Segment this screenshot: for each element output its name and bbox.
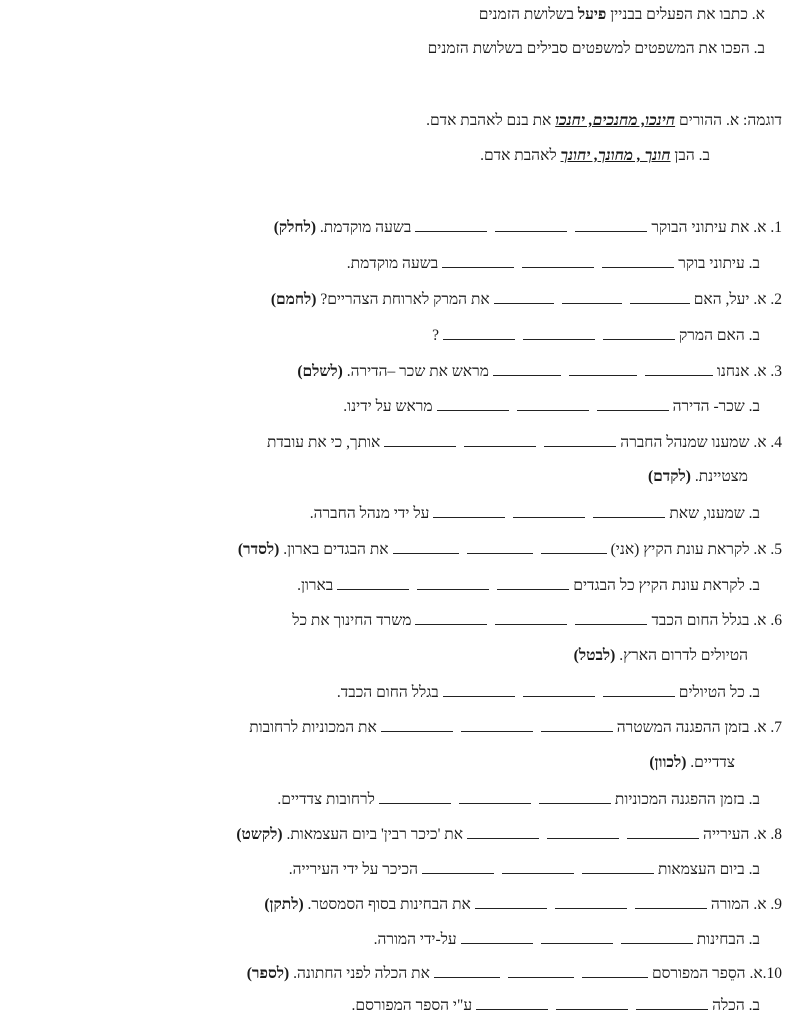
q10b-post: ע"י הספר המפורסם. [351,997,473,1014]
q10a-post: את הכלה לפני החתונה. [293,965,430,982]
question-10-a [247,962,782,985]
question-7-a-cont [649,752,735,774]
question-4-a [267,431,782,454]
answer-blank[interactable] [539,788,611,804]
answer-blank[interactable] [475,893,547,909]
q1b-post: בשעה מוקדמת. [346,255,439,272]
q2b-post: ? [432,327,439,344]
question-7-b [277,788,760,811]
q7b-pre: ב. בזמן ההפגנה המכוניות [614,791,760,808]
q8a-pre: 8. א. העירייה [703,826,782,843]
q9a-root-verb: (לתקן) [264,896,304,913]
q3a-post: מראש את שכר –הדירה. [346,363,489,380]
question-9-a [264,893,782,916]
q2a-root-verb: (לחמם) [270,291,317,308]
q7b-post: לרחובות צדדיים. [277,791,375,808]
example-label: דוגמה: [743,112,782,129]
answer-blank[interactable] [494,288,554,304]
answer-blank[interactable] [544,431,616,447]
answer-blank[interactable] [603,324,675,340]
question-7-a [249,716,782,739]
q9a-post: את הבחינות בסוף הסמסטר. [307,896,471,913]
answer-blank[interactable] [541,928,613,944]
question-6-a-cont [574,645,748,667]
instruction-a-bold: פיעל [577,6,607,23]
answer-blank[interactable] [415,216,487,232]
q7a-root-verb: (לכוון) [649,754,687,771]
q8a-post: את 'כיכר רבין' ביום העצמאות. [286,826,464,843]
q5a-post: את הבגדים בארון. [283,541,389,558]
answer-blank[interactable] [636,994,708,1010]
instruction-a-post: בשלושת הזמנים [478,6,578,23]
example-line-b [480,145,710,167]
answer-blank[interactable] [502,858,574,874]
q6a-post: משרד החינוך את כל [292,612,412,629]
answer-blank[interactable] [541,538,607,554]
q6a-pre: 6. א. בגלל החום הכבד [651,612,782,629]
answer-blank[interactable] [582,962,648,978]
answer-blank[interactable] [635,893,707,909]
question-5-b [297,574,760,597]
answer-blank[interactable] [461,716,533,732]
answer-blank[interactable] [582,858,654,874]
answer-blank[interactable] [422,858,494,874]
answer-blank[interactable] [517,395,589,411]
q9a-pre: 9. א. המורה [710,896,782,913]
example-b-marker: ב. [698,147,710,164]
question-1-b [347,252,760,275]
question-4-b [310,502,760,525]
answer-blank[interactable] [630,288,690,304]
example-a-pre: ההורים [678,112,723,129]
answer-blank[interactable] [523,324,595,340]
q3a-root-verb: (לשלם) [297,363,343,380]
q10a-root-verb: (לספר) [246,965,290,982]
instruction-b-text: ב. הפכו את המשפטים למשפטים סבילים בשלושת הזמנים [427,40,765,57]
example-a-post: את בנם לאהבת אדם. [426,112,552,129]
question-8-b [289,858,760,881]
q4a-pre: 4. א. שמענו שמנהל החברה [620,434,782,451]
answer-blank[interactable] [434,962,500,978]
q6a-root-verb: (לבטל) [573,647,616,664]
q8a-root-verb: (לקשט) [236,826,283,843]
q5b-pre: ב. לקראת עונת הקיץ כל הבגדים [573,577,760,594]
q4b-post: על ידי מנהל החברה. [309,505,430,522]
q7a-post: את המכוניות לרחובות [249,719,377,736]
answer-blank[interactable] [381,716,453,732]
question-3-a [297,360,782,383]
question-8-a [236,823,782,846]
answer-blank[interactable] [461,928,533,944]
question-6-a [292,609,782,632]
question-2-b [432,324,760,347]
q7a-pre: 7. א. בזמן ההפגנה המשטרה [616,719,782,736]
answer-blank[interactable] [495,216,567,232]
q5b-post: בארון. [297,577,334,594]
q1a-post: בשעה מוקדמת. [319,219,412,236]
question-4-a-cont [648,466,748,488]
answer-blank[interactable] [379,788,451,804]
instruction-b [428,38,765,60]
answer-blank[interactable] [467,538,533,554]
q8b-post: הכיכר על ידי העירייה. [288,861,419,878]
q9b-post: על-ידי המורה. [373,931,457,948]
answer-blank[interactable] [541,716,613,732]
q8b-pre: ב. ביום העצמאות [658,861,760,878]
answer-blank[interactable] [603,681,675,697]
q4a-root-verb: (לקדם) [647,468,691,485]
example-b-verbs: חונך , מחונך, יחונך [560,147,671,164]
answer-blank[interactable] [597,395,669,411]
q9b-pre: ב. הבחינות [696,931,760,948]
q3b-pre: ב. שכר- הדירה [672,398,760,415]
answer-blank[interactable] [337,574,409,590]
answer-blank[interactable] [569,360,637,376]
question-5-a [238,538,782,561]
answer-blank[interactable] [627,823,699,839]
answer-blank[interactable] [437,395,509,411]
example-line-a [426,110,782,132]
answer-blank[interactable] [459,788,531,804]
q1a-pre: 1. א. את עיתוני הבוקר [651,219,782,236]
q6b-pre: ב. כל הטיולים [678,684,760,701]
example-b-post: לאהבת אדם. [480,147,557,164]
q10a-pre: 10.א. הסֵפר המפורסם [651,965,782,982]
answer-blank[interactable] [497,574,569,590]
question-2-a [271,288,782,311]
q4b-pre: ב. שמענו, שאת [669,505,760,522]
answer-blank[interactable] [415,609,487,625]
q10b-pre: ב. הכלה [712,997,760,1014]
answer-blank[interactable] [593,502,665,518]
answer-blank[interactable] [575,216,647,232]
q5a-root-verb: (לסדר) [237,541,280,558]
q2a-post: את המרק לארוחת הצהריים? [320,291,490,308]
instruction-a-pre: א. כתבו את הפעלים בבניין [606,6,765,23]
answer-blank[interactable] [493,360,561,376]
answer-blank[interactable] [602,252,674,268]
answer-blank[interactable] [645,360,713,376]
q7a-cont: צדדיים. [690,754,735,771]
answer-blank[interactable] [562,288,622,304]
answer-blank[interactable] [476,994,548,1010]
question-10-b [352,994,760,1017]
q1b-pre: ב. עיתוני בוקר [678,255,760,272]
answer-blank[interactable] [523,681,595,697]
answer-blank[interactable] [522,252,594,268]
q5a-pre: 5. א. לקראת עונת הקיץ (אני) [610,541,782,558]
answer-blank[interactable] [495,609,567,625]
q2a-pre: 2. א. יעל, האם [693,291,782,308]
q6a-cont: הטיולים לדרום הארץ. [619,647,748,664]
answer-blank[interactable] [443,324,515,340]
question-6-b [337,681,760,704]
answer-blank[interactable] [417,574,489,590]
example-b-pre: הבן [674,147,695,164]
answer-blank[interactable] [393,538,459,554]
example-a-verbs: חינכו, מחנכים, יחנכו [555,112,676,129]
answer-blank[interactable] [443,681,515,697]
answer-blank[interactable] [621,928,693,944]
instruction-a [479,4,765,26]
answer-blank[interactable] [513,502,585,518]
answer-blank[interactable] [556,994,628,1010]
answer-blank[interactable] [547,823,619,839]
question-9-b [374,928,760,951]
q6b-post: בגלל החום הכבד. [336,684,439,701]
answer-blank[interactable] [433,502,505,518]
question-3-b [343,395,760,418]
q4a-cont: מצטיינת. [694,468,748,485]
q1a-root-verb: (לחלק) [273,219,316,236]
answer-blank[interactable] [575,609,647,625]
q4a-post: אותך, כי את עובדת [266,434,381,451]
answer-blank[interactable] [384,431,456,447]
answer-blank[interactable] [442,252,514,268]
q3b-post: מראש על ידינו. [343,398,433,415]
example-a-marker: א. [725,112,740,129]
q3a-pre: 3. א. אנחנו [716,363,782,380]
question-1-a [274,216,782,239]
answer-blank[interactable] [508,962,574,978]
q2b-pre: ב. האם המרק [679,327,760,344]
answer-blank[interactable] [555,893,627,909]
answer-blank[interactable] [467,823,539,839]
answer-blank[interactable] [464,431,536,447]
